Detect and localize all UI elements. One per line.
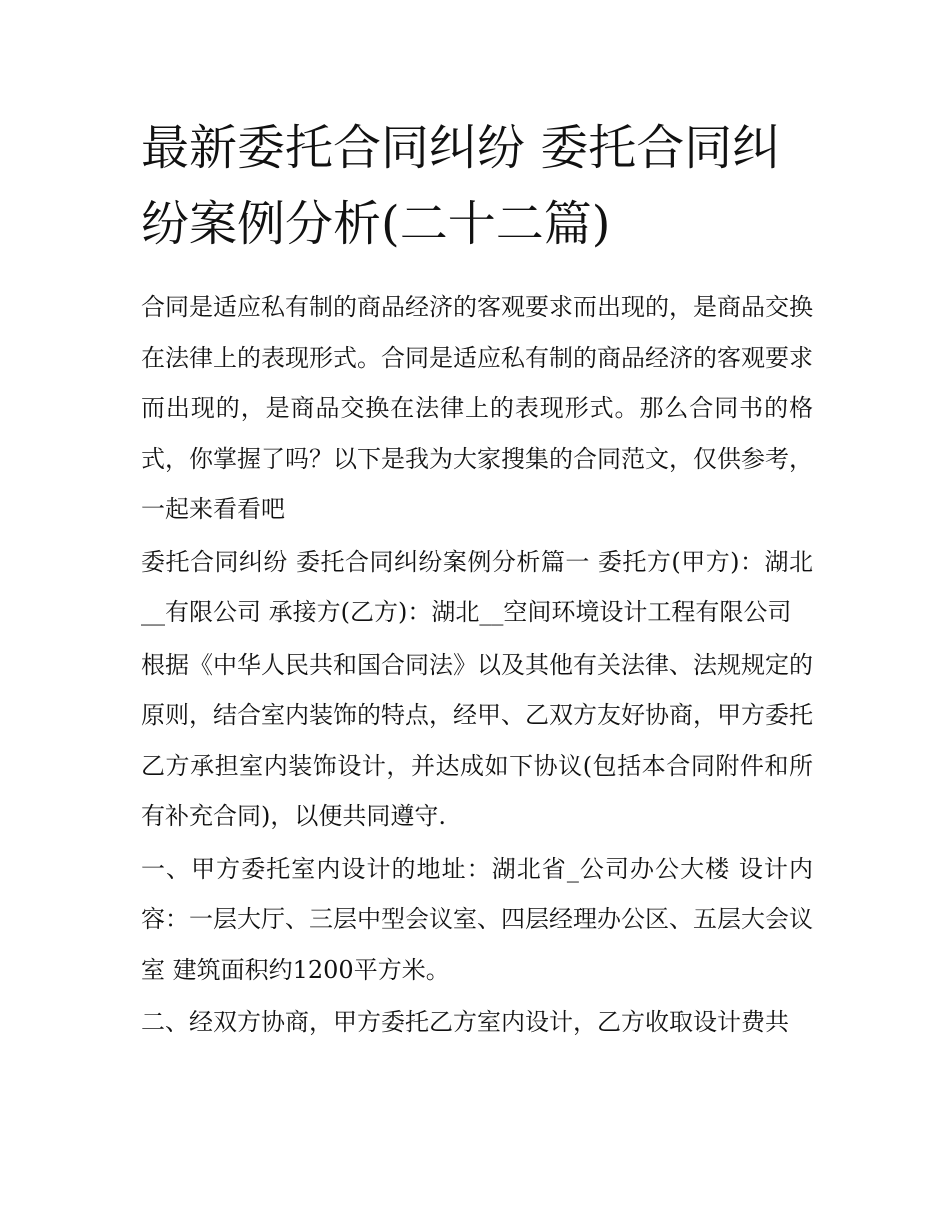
basis-paragraph: 根据《中华人民共和国合同法》以及其他有关法律、法规规定的原则，结合室内装饰的特点，经甲、乙双方友好协商，甲方委托乙方承担室内装饰设计，并达成如下协议(包括本合同附件和所有补充合同)，以便共同遵守. xyxy=(141,650,813,830)
document-title: 最新委托合同纠纷 委托合同纠纷案例分析(二十二篇) xyxy=(141,120,781,252)
document-body xyxy=(141,110,813,1050)
parties-paragraph: 委托合同纠纷 委托合同纠纷案例分析篇一 委托方(甲方)：湖北__有限公司 承接方(乙方)：湖北__空间环境设计工程有限公司 xyxy=(141,547,813,626)
clause-one-paragraph: 一、甲方委托室内设计的地址：湖北省_公司办公大楼 设计内容：一层大厅、三层中型会议室、四层经理办公区、五层大会议室 建筑面积约1200平方米。 xyxy=(141,854,813,984)
clause-two-paragraph: 二、经双方协商，甲方委托乙方室内设计，乙方收取设计费共 xyxy=(141,1008,789,1036)
intro-paragraph: 合同是适应私有制的商品经济的客观要求而出现的，是商品交换在法律上的表现形式。合同是适应私有制的商品经济的客观要求而出现的，是商品交换在法律上的表现形式。那么合同书的格式，你掌握了吗？以下是我为大家搜集的合同范文，仅供参考，一起来看看吧 xyxy=(141,293,813,523)
